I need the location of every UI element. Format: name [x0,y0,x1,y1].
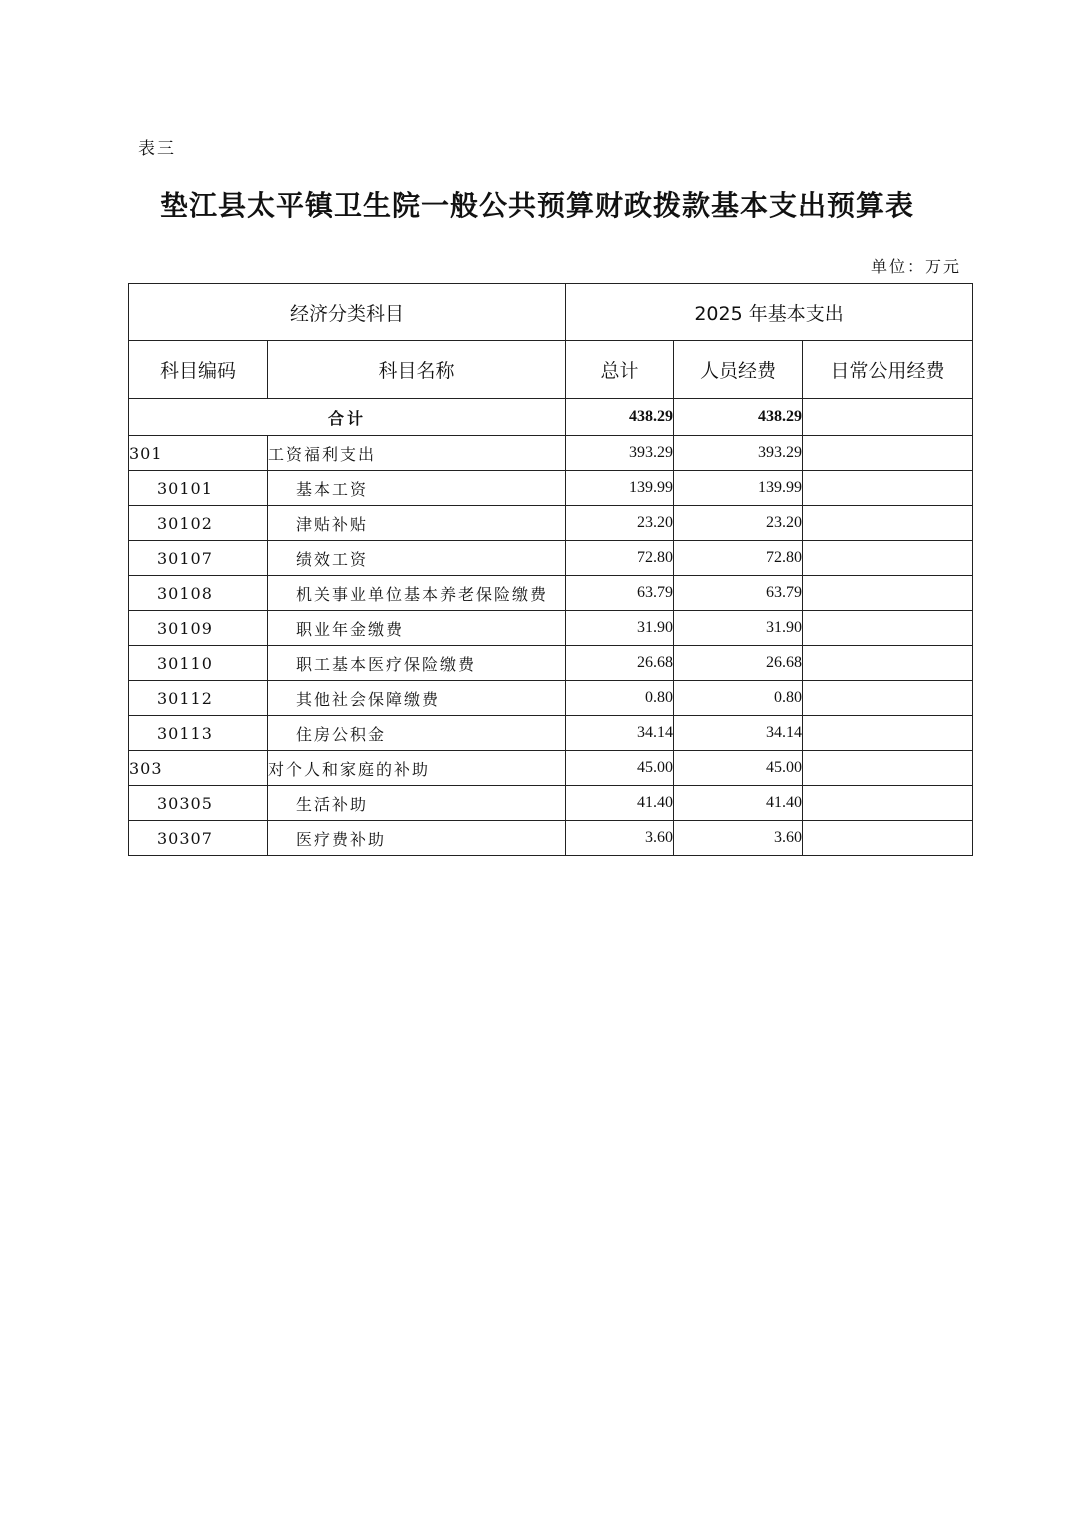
public-cell [803,681,973,716]
total-amount: 438.29 [566,399,674,436]
total-cell: 23.20 [566,506,674,541]
header-personnel-expense: 人员经费 [674,341,803,399]
subject-code-cell: 30102 [129,506,268,541]
table-row [129,436,973,471]
personnel-cell: 393.29 [674,436,803,471]
subject-name-cell: 工资福利支出 [268,436,566,471]
budget-table [128,283,973,856]
subject-code-cell: 30113 [129,716,268,751]
personnel-cell: 41.40 [674,786,803,821]
header-subject-name: 科目名称 [268,341,566,399]
personnel-cell: 45.00 [674,751,803,786]
public-cell [803,821,973,856]
personnel-cell: 63.79 [674,576,803,611]
subject-name-cell: 医疗费补助 [268,821,566,856]
subject-name-cell: 职业年金缴费 [268,611,566,646]
total-cell: 26.68 [566,646,674,681]
total-cell: 31.90 [566,611,674,646]
total-cell: 393.29 [566,436,674,471]
personnel-cell: 139.99 [674,471,803,506]
table-row [129,506,973,541]
personnel-cell: 31.90 [674,611,803,646]
subject-name-cell: 机关事业单位基本养老保险缴费 [268,576,566,611]
subject-name-cell: 生活补助 [268,786,566,821]
subject-name-cell: 其他社会保障缴费 [268,681,566,716]
total-row [129,399,973,436]
public-cell [803,541,973,576]
total-cell: 63.79 [566,576,674,611]
table-row [129,611,973,646]
table-row [129,681,973,716]
subject-code-cell: 30112 [129,681,268,716]
header-total: 总计 [566,341,674,399]
public-cell [803,506,973,541]
public-cell [803,786,973,821]
subject-code-cell: 30110 [129,646,268,681]
public-cell [803,436,973,471]
table-row [129,471,973,506]
page-title: 垫江县太平镇卫生院一般公共预算财政拨款基本支出预算表 [159,189,914,222]
subject-name-cell: 绩效工资 [268,541,566,576]
total-cell: 41.40 [566,786,674,821]
total-label: 合计 [129,399,566,436]
subject-code-cell: 30108 [129,576,268,611]
table-row [129,716,973,751]
personnel-cell: 26.68 [674,646,803,681]
public-cell [803,716,973,751]
page-label: 表三 [138,139,176,159]
table-row [129,751,973,786]
personnel-cell: 0.80 [674,681,803,716]
table-row [129,786,973,821]
total-cell: 139.99 [566,471,674,506]
subject-code-cell: 30107 [129,541,268,576]
subject-name-cell: 基本工资 [268,471,566,506]
subject-name-cell: 职工基本医疗保险缴费 [268,646,566,681]
total-cell: 34.14 [566,716,674,751]
subject-name-cell: 津贴补贴 [268,506,566,541]
public-cell [803,751,973,786]
personnel-cell: 23.20 [674,506,803,541]
total-cell: 0.80 [566,681,674,716]
total-cell: 3.60 [566,821,674,856]
header-basic-expenditure: 2025 年基本支出 [566,284,973,341]
personnel-cell: 72.80 [674,541,803,576]
subject-code-cell: 301 [129,436,268,471]
public-cell [803,646,973,681]
header-public-expense: 日常公用经费 [803,341,973,399]
public-cell [803,576,973,611]
table-row [129,821,973,856]
subject-code-cell: 30101 [129,471,268,506]
total-public [803,399,973,436]
public-cell [803,471,973,506]
header-subject-code: 科目编码 [129,341,268,399]
unit-label: 单位：万元 [870,257,961,276]
table-row [129,576,973,611]
subject-code-cell: 30307 [129,821,268,856]
table-row [129,646,973,681]
subject-name-cell: 住房公积金 [268,716,566,751]
subject-code-cell: 30109 [129,611,268,646]
table-row [129,541,973,576]
personnel-cell: 3.60 [674,821,803,856]
subject-code-cell: 303 [129,751,268,786]
subject-code-cell: 30305 [129,786,268,821]
total-personnel: 438.29 [674,399,803,436]
total-cell: 45.00 [566,751,674,786]
public-cell [803,611,973,646]
subject-name-cell: 对个人和家庭的补助 [268,751,566,786]
header-economic-classification: 经济分类科目 [129,284,566,341]
total-cell: 72.80 [566,541,674,576]
personnel-cell: 34.14 [674,716,803,751]
